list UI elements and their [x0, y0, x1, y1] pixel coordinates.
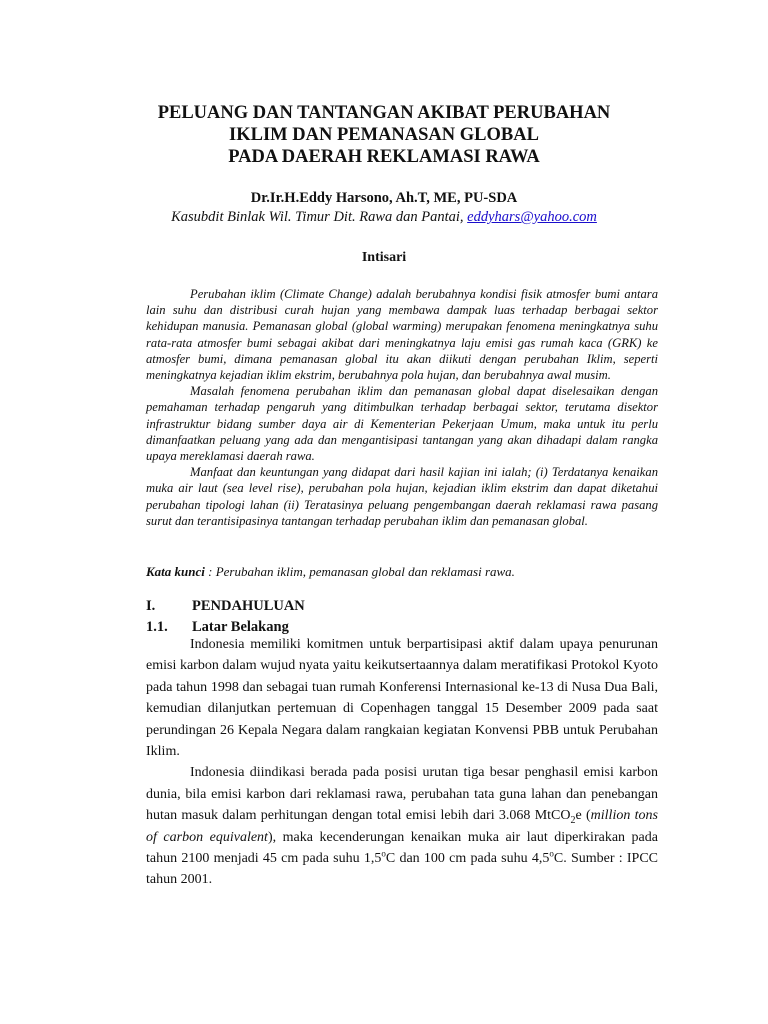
title-line-2: IKLIM DAN PEMANASAN GLOBAL — [229, 125, 539, 145]
abstract-paragraph-3: Manfaat dan keuntungan yang didapat dari hasil kajian ini ialah; (i) Terdatanya kenaikan muka air laut (sea level rise), perubahan pola hujan, kejadian iklim ekstrim dan dapat diketahui perubahan tipologi lahan (ii) Teratasinya peluang pengembangan daerah reklamasi rawa pasang surut dan terantisipasinya tantangan terhadap perubahan iklim dan pemanasan global. — [146, 465, 658, 528]
body-paragraph-2 — [146, 762, 658, 890]
section-number: I. — [146, 598, 156, 614]
title-line-1: PELUANG DAN TANTANGAN AKIBAT PERUBAHAN — [157, 103, 611, 123]
section-heading-pendahuluan — [146, 598, 305, 615]
title-line-3: PADA DAERAH REKLAMASI RAWA — [228, 147, 540, 167]
degree-mark-2: o — [549, 848, 554, 859]
section-title: PENDAHULUAN — [192, 598, 305, 614]
author-name: Dr.Ir.H.Eddy Harsono, Ah.T, ME, PU-SDA — [250, 190, 518, 206]
body-text — [146, 634, 658, 891]
abstract-paragraph-2: Masalah fenomena perubahan iklim dan pemanasan global dapat diselesaikan dengan pemahaman terhadap pengaruh yang ditimbulkan terhadap berbagai sektor, terutama disektor infrastruktur bidang sumber daya air di Kementerian Pekerjaan Umum, maka untuk itu perlu dimanfaatkan peluang yang ada dan mengantisipasi tantangan yang akan dihadapi dalam rangka upaya mereklamasi daerah rawa. — [146, 384, 658, 464]
p2-italic-term: million tons of carbon equivalent — [146, 808, 658, 845]
p2-text-a: Indonesia diindikasi berada pada posisi urutan tiga besar penghasil emisi karbon dunia, bila emisi karbon dari reklamasi rawa, perubahan tata guna lahan dan penebangan hutan masuk dalam perhitungan dengan total emisi lebih dari 3.068 MtCO — [146, 765, 658, 824]
p2-text-c: ), maka kecenderungan kenaikan muka air laut diperkirakan pada tahun 2100 menjadi 45 cm pada suhu 1,5 — [146, 829, 658, 867]
keywords-value: : Perubahan iklim, pemanasan global dan reklamasi rawa. — [204, 564, 515, 579]
degree-mark-1: o — [381, 848, 386, 859]
co2-subscript: 2 — [570, 815, 576, 827]
abstract-paragraph-1: Perubahan iklim (Climate Change) adalah berubahnya kondisi fisik atmosfer bumi antara lain suhu dan distribusi curah hujan yang membawa dampak luas terhadap berbagai sektor kehidupan manusia. Pemanasan global (global warming) merupakan fenomena meningkatnya suhu rata-rata atmosfer bumi sebagai akibat dari meningkatnya laju emisi gas rumah kaca (GRK) ke atmosfer bumi, dimana pemanasan global itu akan diikuti dengan perubahan Iklim, seperti meningkatnya kejadian iklim ekstrim, berubahnya pola hujan, dan berubahnya awal musim. — [146, 287, 658, 383]
p2-text-b: e ( — [575, 808, 591, 824]
abstract-heading: Intisari — [361, 250, 407, 265]
body-paragraph-1: Indonesia memiliki komitmen untuk berpartisipasi aktif dalam upaya penurunan emisi karbon dalam wujud nyata yaitu keikutsertaannya dalam meratifikasi Protokol Kyoto pada tahun 1998 dan sebagai tuan rumah Konferensi Internasional ke-13 di Nusa Dua Bali, kemudian dilanjutkan pertemuan di Copenhagen tanggal 15 Desember 2009 pada saat perundingan 26 Kepala Negara dalam rangkaian kegiatan Konvensi PBB untuk Perubahan Iklim. — [146, 637, 658, 760]
p2-text-d: C dan 100 cm pada suhu 4,5 — [385, 851, 550, 867]
abstract-body — [146, 286, 658, 529]
paper-title — [0, 102, 768, 168]
author-affiliation — [0, 209, 768, 226]
email-link[interactable]: eddyhars@yahoo.com — [467, 209, 597, 225]
keywords-line — [146, 564, 666, 580]
affiliation-text: Kasubdit Binlak Wil. Timur Dit. Rawa dan Pantai, — [171, 209, 468, 225]
subsection-title: Latar Belakang — [192, 619, 289, 635]
subsection-number: 1.1. — [146, 619, 168, 635]
p2-text-e: C. Sumber : IPCC tahun 2001. — [146, 851, 658, 888]
keywords-label: Kata kunci — [146, 564, 205, 579]
